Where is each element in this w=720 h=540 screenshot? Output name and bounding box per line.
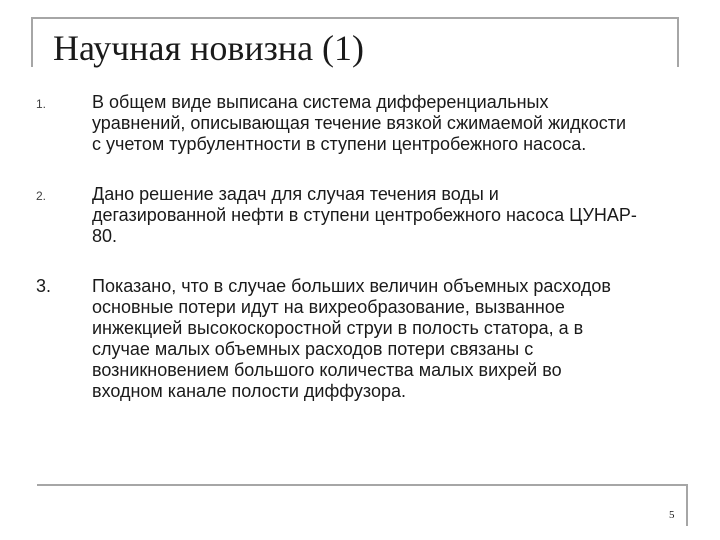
list-item-number: 3. (36, 276, 52, 296)
list-item (36, 184, 686, 247)
list-item-text: Дано решение задач для случая течения воды и дегазированной нефти в ступени центробежного насоса ЦУНАР- 80. (92, 184, 637, 246)
frame-top-line (31, 17, 679, 19)
frame-right-line (677, 17, 679, 67)
slide-title: Научная новизна (1) (53, 28, 365, 68)
list-item-text: В общем виде выписана система дифференциальных уравнений, описывающая течение вязкой сжимаемой жидкости с учетом турбулентности в ступени центробежного насоса. (92, 92, 627, 154)
list-item (36, 92, 686, 155)
list-item-text: Показано, что в случае больших величин объемных расходов основные потери идут на вихреобразование, вызванное инжекцией высокоскоростной струи в полость статора, а в случае малых объемных расходов потери связаны с возникновением большого количества малых вихрей во входном канале полости диффузора. (92, 276, 611, 401)
frame-bottom-right-line (686, 484, 688, 526)
list-item-number: 1. (36, 97, 47, 111)
frame-bottom-line (37, 484, 687, 486)
content-list (36, 92, 686, 402)
list-item (36, 276, 686, 402)
list-item-number: 2. (36, 189, 47, 203)
page-number: 5 (669, 509, 675, 521)
frame-left-line (31, 17, 33, 67)
